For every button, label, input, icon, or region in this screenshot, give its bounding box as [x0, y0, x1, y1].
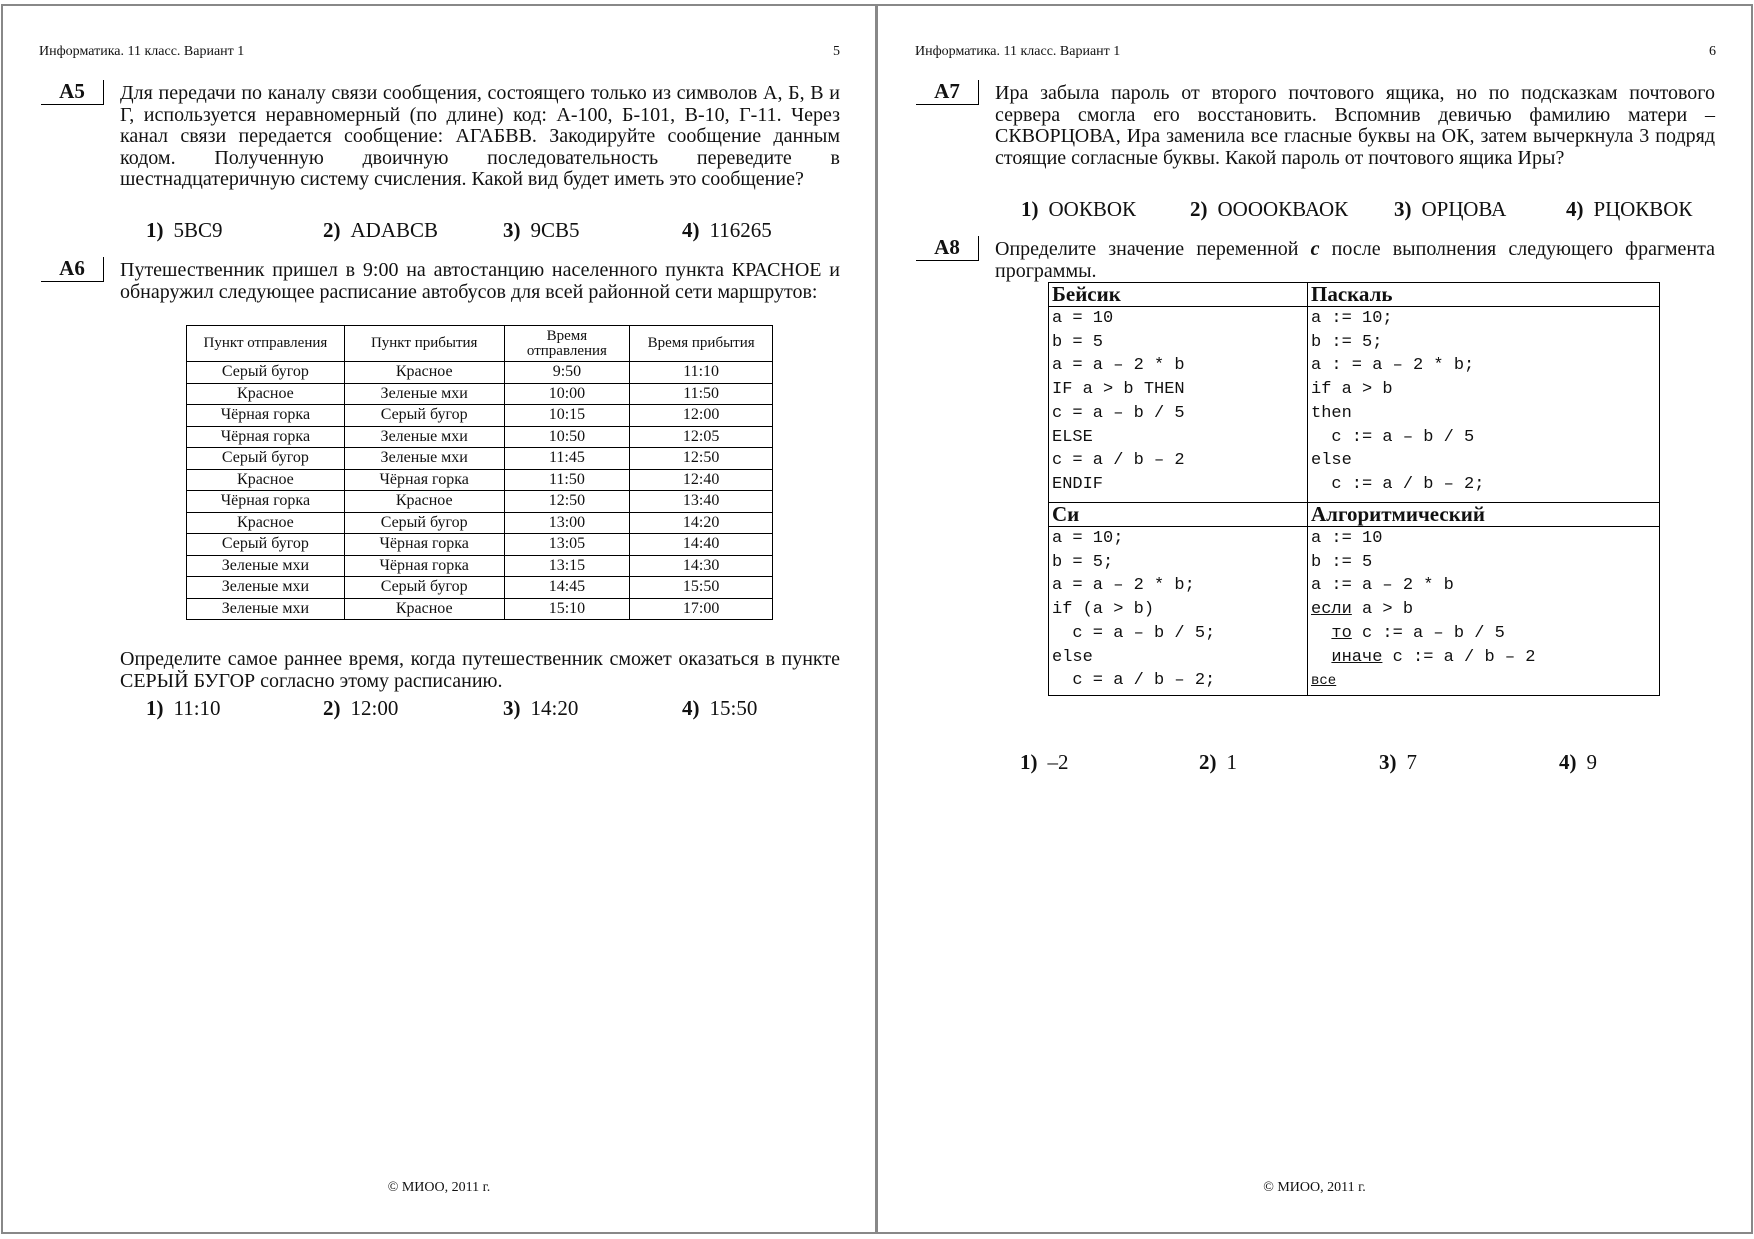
right-page — [876, 4, 1753, 1234]
left-page — [1, 4, 877, 1234]
question-a5-text: Для передачи по каналу связи сообщения, состоящего только из символов А, Б, В и Г, используется неравномерный (по длине) код: А-100, Б-101, В-10, Г-11. Через канал связи передается сообщение: АГАБВВ. Закодируйте сообщение данным кодом. Полученную двоичную последовательность переведите в шестнадцатеричную систему счисления. Какой вид будет иметь это сообщение? — [120, 82, 840, 190]
question-a6-text: Путешественник пришел в 9:00 на автостанцию населенного пункта КРАСНОЕ и обнаружил следующее расписание автобусов для всей районной сети маршрутов: — [120, 259, 840, 303]
program-code-table — [1048, 282, 1660, 696]
question-a8-text: Определите значение переменной c после выполнения следующего фрагмента программы. — [995, 238, 1715, 282]
c-code-cell — [1049, 527, 1308, 696]
question-a6-label: А6 — [41, 257, 104, 282]
col-header-arrival-point: Пункт прибытия — [344, 326, 504, 362]
a8-answer-1[interactable]: 1) –2 — [1020, 750, 1069, 774]
question-a7-label: А7 — [916, 80, 979, 105]
basic-code: a = 10 b = 5 a = a – 2 * b IF a > b THEN c = a – b / 5 ELSE c = a / b – 2 ENDIF — [1052, 309, 1185, 494]
basic-title: Бейсик — [1049, 283, 1308, 307]
table-row: Красное Зеленые мхи 10:00 11:50 — [187, 383, 773, 405]
col-header-departure-time: Время отправления — [504, 326, 630, 362]
table-row: Серый бугор Чёрная горка 13:05 14:40 — [187, 534, 773, 556]
a5-answer-1[interactable]: 1) 5BC9 — [146, 218, 223, 242]
pascal-code: a := 10; b := 5; a : = a – 2 * b; if a > b then c := a – b / 5 else c := a / b – 2; — [1311, 309, 1485, 494]
bus-schedule-table — [186, 325, 773, 620]
question-a6-prompt: Определите самое раннее время, когда путешественник сможет оказаться в пункте СЕРЫЙ БУГОР согласно этому расписанию. — [120, 648, 840, 692]
col-header-departure-point: Пункт отправления — [187, 326, 345, 362]
table-row: Зеленые мхи Серый бугор 14:45 15:50 — [187, 577, 773, 599]
c-title: Си — [1049, 503, 1308, 527]
question-a7-text: Ира забыла пароль от второго почтового ящика, но по подсказкам почтового сервера смогла его восстановить. Вспомнив девичью фамилию матери – СКВОРЦОВА, Ира заменила все гласные буквы на ОК, затем вычеркнула 3 подряд стоящие согласные буквы. Какой пароль от почтового ящика Иры? — [995, 82, 1715, 169]
a7-answer-3[interactable]: 3) ОРЦОВА — [1394, 197, 1507, 221]
question-a8-answers — [878, 750, 1754, 776]
table-row: Серый бугор Красное 9:50 11:10 — [187, 362, 773, 384]
right-page-footer: © МИОО, 2011 г. — [1263, 1180, 1366, 1195]
a7-answer-4[interactable]: 4) РЦОКВОК — [1566, 197, 1693, 221]
question-a5-label: А5 — [41, 80, 104, 105]
a7-answer-1[interactable]: 1) ООКВОК — [1021, 197, 1137, 221]
question-a8-label: А8 — [916, 236, 979, 261]
table-row: Чёрная горка Красное 12:50 13:40 — [187, 491, 773, 513]
table-header-row — [187, 326, 773, 362]
table-row: Зеленые мхи Чёрная горка 13:15 14:30 — [187, 555, 773, 577]
c-code: a = 10; b = 5; a = a – 2 * b; if (a > b) c = a – b / 5; else c = a / b – 2; — [1052, 529, 1216, 691]
question-a7-answers — [878, 197, 1754, 223]
question-a5-answers — [3, 218, 879, 244]
col-header-arrival-time: Время прибытия — [630, 326, 773, 362]
variable-c: c — [1310, 238, 1320, 260]
algorithmic-code: a := 10 b := 5 a := a – 2 * b если a > b то c := a – b / 5 иначе c := a / b – 2 все — [1311, 529, 1536, 690]
table-row: Чёрная горка Зеленые мхи 10:50 12:05 — [187, 426, 773, 448]
pascal-title: Паскаль — [1308, 283, 1660, 307]
a5-answer-3[interactable]: 3) 9CB5 — [503, 218, 580, 242]
a8-answer-2[interactable]: 2) 1 — [1199, 750, 1237, 774]
a8-answer-3[interactable]: 3) 7 — [1379, 750, 1417, 774]
question-a6-answers — [3, 696, 879, 722]
table-row: Чёрная горка Серый бугор 10:15 12:00 — [187, 405, 773, 427]
algorithmic-code-cell — [1308, 527, 1660, 696]
left-page-number: 5 — [833, 44, 840, 59]
table-row: Красное Серый бугор 13:00 14:20 — [187, 512, 773, 534]
a6-answer-4[interactable]: 4) 15:50 — [682, 696, 758, 720]
table-row: Серый бугор Зеленые мхи 11:45 12:50 — [187, 448, 773, 470]
right-page-header: Информатика. 11 класс. Вариант 1 — [915, 44, 1121, 59]
a6-answer-1[interactable]: 1) 11:10 — [146, 696, 221, 720]
a7-answer-2[interactable]: 2) ООООКВАОК — [1190, 197, 1349, 221]
pascal-code-cell — [1308, 307, 1660, 503]
a5-answer-2[interactable]: 2) ADABCB — [323, 218, 439, 242]
left-page-footer: © МИОО, 2011 г. — [387, 1180, 491, 1195]
a8-answer-4[interactable]: 4) 9 — [1559, 750, 1597, 774]
algorithmic-title: Алгоритмический — [1308, 503, 1660, 527]
a6-answer-2[interactable]: 2) 12:00 — [323, 696, 399, 720]
left-page-header: Информатика. 11 класс. Вариант 1 — [39, 44, 245, 59]
a5-answer-4[interactable]: 4) 116265 — [682, 218, 772, 242]
a6-answer-3[interactable]: 3) 14:20 — [503, 696, 579, 720]
table-row: Зеленые мхи Красное 15:10 17:00 — [187, 598, 773, 620]
table-row: Красное Чёрная горка 11:50 12:40 — [187, 469, 773, 491]
basic-code-cell — [1049, 307, 1308, 503]
right-page-number: 6 — [1709, 44, 1716, 59]
